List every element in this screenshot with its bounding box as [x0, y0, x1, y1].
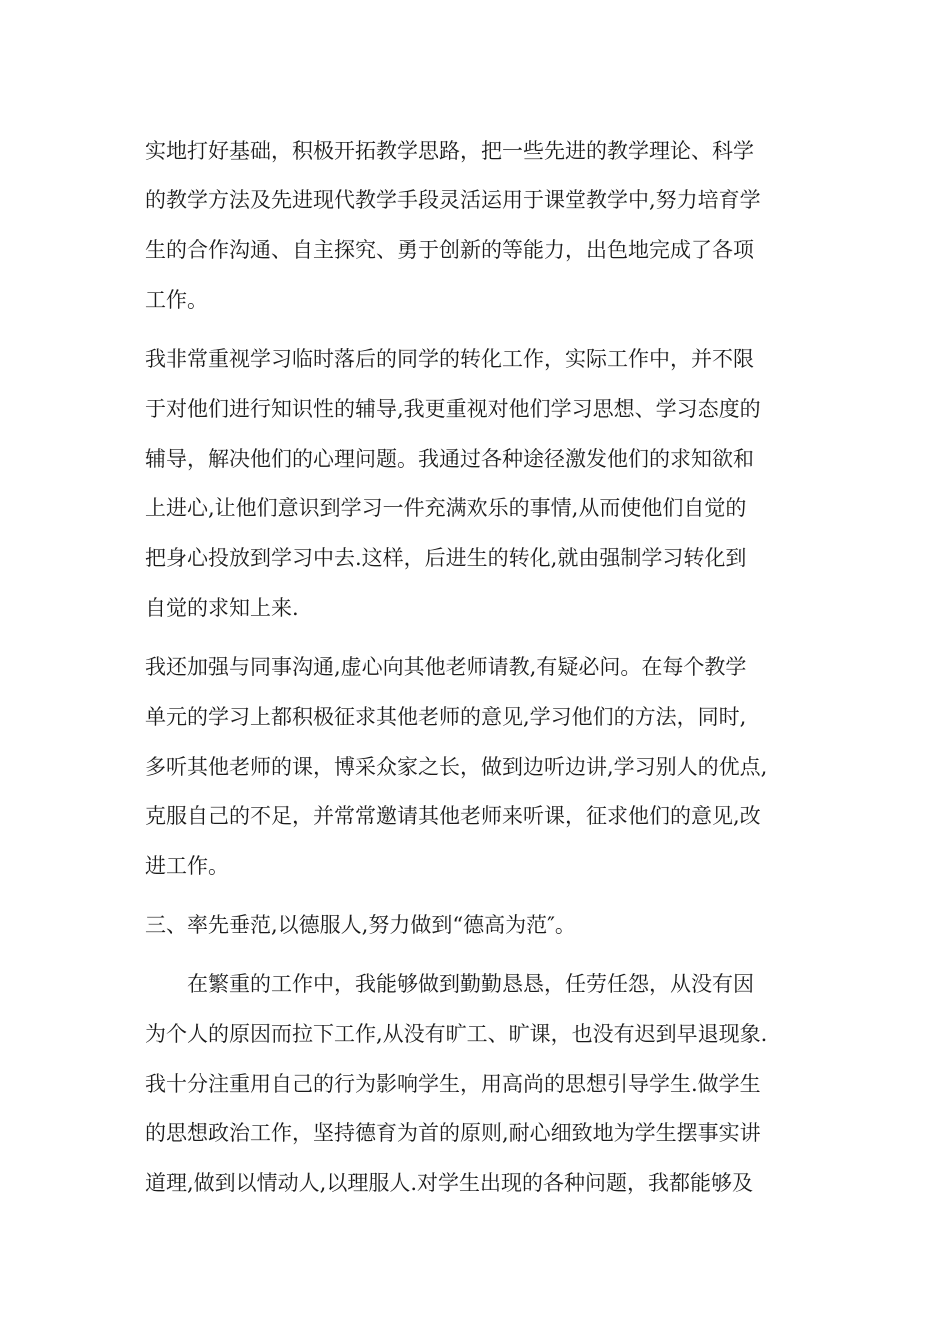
- text-line: 我十分注重用自己的行为影响学生，用高尚的思想引导学生.做学生: [145, 1072, 761, 1096]
- section-heading: 三、率先垂范,以德服人,努力做到“德高为范″。: [145, 913, 576, 937]
- text-line: 在繁重的工作中，我能够做到勤勤恳恳，任劳任怨，从没有因: [187, 972, 754, 996]
- text-line: 于对他们进行知识性的辅导,我更重视对他们学习思想、学习态度的: [145, 397, 761, 421]
- text-line: 我还加强与同事沟通,虚心向其他老师请教,有疑必问。在每个教学: [145, 655, 747, 679]
- text-line: 进工作。: [145, 854, 229, 878]
- text-line: 自觉的求知上来.: [145, 596, 299, 620]
- text-line: 为个人的原因而拉下工作,从没有旷工、旷课，也没有迟到早退现象.: [145, 1022, 768, 1046]
- text-line: 辅导，解决他们的心理问题。我通过各种途径激发他们的求知欲和: [145, 447, 754, 471]
- text-line: 单元的学习上都积极征求其他老师的意见,学习他们的方法，同时,: [145, 705, 747, 729]
- text-line: 多听其他老师的课，博采众家之长，做到边听边讲,学习别人的优点,: [145, 755, 768, 779]
- text-line: 上进心,让他们意识到学习一件充满欢乐的事情,从而使他们自觉的: [145, 496, 747, 520]
- text-line: 道理,做到以情动人,以理服人.对学生出现的各种问题，我都能够及: [145, 1171, 754, 1195]
- text-line: 把身心投放到学习中去.这样，后进生的转化,就由强制学习转化到: [145, 546, 747, 570]
- text-line: 工作。: [145, 288, 208, 312]
- text-line: 实地打好基础，积极开拓教学思路，把一些先进的教学理论、科学: [145, 139, 754, 163]
- text-line: 克服自己的不足，并常常邀请其他老师来听课，征求他们的意见,改: [145, 804, 761, 828]
- text-line: 生的合作沟通、自主探究、勇于创新的等能力，出色地完成了各项: [145, 238, 754, 262]
- text-line: 的思想政治工作，坚持德育为首的原则,耐心细致地为学生摆事实讲: [145, 1121, 761, 1145]
- text-line: 我非常重视学习临时落后的同学的转化工作，实际工作中，并不限: [145, 347, 754, 371]
- text-line: 的教学方法及先进现代教学手段灵活运用于课堂教学中,努力培育学: [145, 188, 761, 212]
